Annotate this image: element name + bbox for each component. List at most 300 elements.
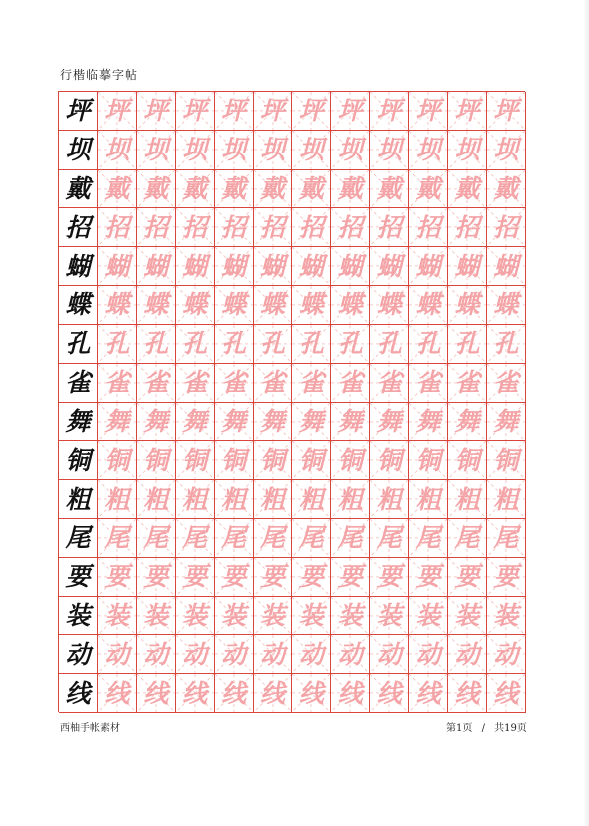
trace-character-cell [370,325,409,364]
trace-character-cell [254,441,293,480]
trace-character-cell [370,247,409,286]
trace-character-cell [292,558,331,597]
trace-character: 舞 [493,406,519,436]
trace-character: 坪 [143,96,169,126]
trace-character-cell [448,558,487,597]
model-character: 线 [65,678,91,708]
trace-character-cell [487,247,526,286]
trace-character-cell [448,364,487,403]
trace-character-cell [254,131,293,170]
trace-character-cell [409,170,448,209]
trace-character-cell [331,364,370,403]
trace-character: 蝶 [221,290,247,320]
footer-separator: / [481,723,485,734]
trace-character-cell [98,170,137,209]
trace-character: 蝶 [415,290,441,320]
trace-character: 舞 [376,406,402,436]
model-character: 舞 [65,406,91,436]
trace-character: 孔 [454,329,480,359]
trace-character-cell [254,364,293,403]
trace-character-cell [98,480,137,519]
trace-character-cell [98,519,137,558]
trace-character-cell [98,325,137,364]
trace-character: 坝 [221,135,247,165]
trace-character-cell [292,480,331,519]
trace-character-cell [137,403,176,442]
trace-character: 雀 [493,368,519,398]
model-character: 装 [65,600,91,630]
trace-character-cell [487,208,526,247]
trace-character: 坝 [415,135,441,165]
trace-character: 尾 [337,523,363,553]
trace-character: 蝶 [454,290,480,320]
trace-character-cell [176,286,215,325]
trace-character-cell [370,519,409,558]
trace-character-cell [215,247,254,286]
trace-character-cell [448,635,487,674]
trace-character: 招 [493,212,519,242]
trace-character-cell [98,558,137,597]
trace-character-cell [215,597,254,636]
trace-character: 坪 [493,96,519,126]
trace-character: 尾 [259,523,285,553]
trace-character: 戴 [376,174,402,204]
trace-character-cell [370,286,409,325]
trace-character-cell [409,519,448,558]
trace-character: 蝴 [376,251,402,281]
trace-character: 舞 [104,406,130,436]
trace-character-cell [176,170,215,209]
trace-character: 动 [298,639,324,669]
trace-character-cell [409,325,448,364]
trace-character: 蝶 [376,290,402,320]
trace-character-cell [98,208,137,247]
trace-character: 坝 [259,135,285,165]
trace-character-cell [448,131,487,170]
trace-character: 要 [376,562,402,592]
trace-character: 孔 [376,329,402,359]
trace-character-cell [98,674,137,713]
model-character: 铜 [65,445,91,475]
trace-character-cell [215,674,254,713]
trace-character-cell [409,131,448,170]
trace-character-cell [409,247,448,286]
trace-character-cell [176,597,215,636]
trace-character: 戴 [104,174,130,204]
trace-character: 雀 [415,368,441,398]
trace-character-cell [331,635,370,674]
model-character: 戴 [65,174,91,204]
trace-character: 雀 [298,368,324,398]
trace-character: 孔 [493,329,519,359]
trace-character-cell [487,519,526,558]
model-character: 动 [65,639,91,669]
trace-character: 蝴 [221,251,247,281]
model-character-cell [59,131,98,170]
trace-character: 蝴 [259,251,285,281]
trace-character-cell [487,403,526,442]
trace-character: 动 [493,639,519,669]
trace-character-cell [370,635,409,674]
trace-character: 舞 [337,406,363,436]
trace-character-cell [137,286,176,325]
trace-character-cell [176,674,215,713]
trace-character: 戴 [415,174,441,204]
trace-character: 铜 [298,445,324,475]
trace-character-cell [137,519,176,558]
trace-character: 雀 [454,368,480,398]
trace-character: 粗 [104,484,130,514]
trace-character: 线 [337,678,363,708]
trace-character: 招 [143,212,169,242]
trace-character-cell [292,286,331,325]
trace-character-cell [292,635,331,674]
model-character-cell [59,674,98,713]
trace-character-cell [215,403,254,442]
model-character-cell [59,480,98,519]
trace-character-cell [254,674,293,713]
trace-character: 孔 [298,329,324,359]
trace-character-cell [215,170,254,209]
model-character-cell [59,92,98,131]
model-character-cell [59,247,98,286]
trace-character-cell [215,131,254,170]
trace-character: 线 [104,678,130,708]
trace-character: 坝 [376,135,402,165]
model-character: 尾 [65,523,91,553]
trace-character-cell [331,674,370,713]
trace-character: 要 [182,562,208,592]
trace-character-cell [448,674,487,713]
trace-character: 蝴 [337,251,363,281]
trace-character: 蝴 [143,251,169,281]
trace-character-cell [331,480,370,519]
trace-character: 动 [182,639,208,669]
trace-character-cell [98,635,137,674]
trace-character: 雀 [182,368,208,398]
trace-character: 尾 [104,523,130,553]
trace-character: 坪 [337,96,363,126]
trace-character-cell [215,325,254,364]
trace-character: 雀 [376,368,402,398]
trace-character-cell [448,597,487,636]
trace-character: 坝 [454,135,480,165]
trace-character: 尾 [143,523,169,553]
trace-character-cell [176,92,215,131]
trace-character-cell [176,247,215,286]
model-character: 雀 [65,368,91,398]
model-character-cell [59,286,98,325]
footer-page-number: 第1页 [446,723,473,734]
trace-character-cell [370,208,409,247]
trace-character-cell [176,208,215,247]
trace-character: 动 [143,639,169,669]
trace-character: 装 [298,600,324,630]
trace-character: 装 [337,600,363,630]
trace-character: 粗 [454,484,480,514]
trace-character-cell [137,441,176,480]
trace-character: 线 [182,678,208,708]
trace-character: 动 [104,639,130,669]
trace-character-cell [331,170,370,209]
trace-character: 孔 [221,329,247,359]
model-character-cell [59,441,98,480]
trace-character-cell [331,558,370,597]
trace-character: 铜 [454,445,480,475]
trace-character: 线 [415,678,441,708]
trace-character-cell [331,92,370,131]
trace-character: 孔 [415,329,441,359]
trace-character: 动 [221,639,247,669]
trace-character: 坝 [104,135,130,165]
trace-character-cell [331,286,370,325]
trace-character: 蝶 [337,290,363,320]
trace-character-cell [487,597,526,636]
trace-character: 舞 [454,406,480,436]
trace-character-cell [137,364,176,403]
trace-character-cell [370,558,409,597]
model-character-cell [59,208,98,247]
trace-character: 铜 [376,445,402,475]
trace-character: 雀 [104,368,130,398]
trace-character-cell [254,519,293,558]
trace-character-cell [487,364,526,403]
trace-character-cell [331,247,370,286]
trace-character: 戴 [493,174,519,204]
model-character: 蝶 [65,290,91,320]
trace-character: 线 [454,678,480,708]
trace-character: 坪 [221,96,247,126]
trace-character: 雀 [143,368,169,398]
page-edge-shadow [583,0,589,826]
page-title: 行楷临摹字帖 [60,68,139,82]
trace-character-cell [98,131,137,170]
model-character-cell [59,558,98,597]
trace-character-cell [254,92,293,131]
trace-character-cell [254,403,293,442]
trace-character: 装 [221,600,247,630]
trace-character-cell [215,208,254,247]
trace-character: 要 [454,562,480,592]
trace-character-cell [331,597,370,636]
trace-character-cell [409,597,448,636]
trace-character-cell [98,403,137,442]
trace-character: 尾 [454,523,480,553]
trace-character: 动 [454,639,480,669]
trace-character: 戴 [221,174,247,204]
trace-character: 要 [259,562,285,592]
trace-character: 坪 [298,96,324,126]
trace-character-cell [254,597,293,636]
trace-character: 装 [259,600,285,630]
trace-character-cell [448,208,487,247]
trace-character: 动 [376,639,402,669]
trace-character: 孔 [143,329,169,359]
trace-character-cell [409,674,448,713]
trace-character: 舞 [182,406,208,436]
trace-character: 蝴 [415,251,441,281]
trace-character-cell [137,92,176,131]
trace-character: 装 [104,600,130,630]
trace-character-cell [98,364,137,403]
trace-character-cell [137,208,176,247]
trace-character: 戴 [143,174,169,204]
trace-character: 铜 [104,445,130,475]
trace-character: 要 [143,562,169,592]
trace-character-cell [448,92,487,131]
trace-character: 蝶 [104,290,130,320]
trace-character: 戴 [259,174,285,204]
trace-character: 尾 [415,523,441,553]
model-character-cell [59,364,98,403]
trace-character-cell [137,635,176,674]
trace-character: 线 [259,678,285,708]
trace-character: 粗 [493,484,519,514]
trace-character: 舞 [143,406,169,436]
trace-character: 孔 [259,329,285,359]
trace-character: 铜 [221,445,247,475]
model-character-cell [59,597,98,636]
trace-character: 要 [493,562,519,592]
trace-character: 蝶 [259,290,285,320]
trace-character: 雀 [259,368,285,398]
trace-character-cell [292,131,331,170]
trace-character-cell [254,480,293,519]
trace-character-cell [215,286,254,325]
trace-character: 招 [454,212,480,242]
trace-character: 尾 [298,523,324,553]
trace-character-cell [487,131,526,170]
trace-character-cell [409,208,448,247]
trace-character-cell [137,480,176,519]
trace-character-cell [487,92,526,131]
trace-character-cell [292,170,331,209]
trace-character-cell [215,558,254,597]
trace-character: 招 [376,212,402,242]
trace-character-cell [331,325,370,364]
trace-character-cell [448,170,487,209]
trace-character: 装 [182,600,208,630]
trace-character-cell [409,364,448,403]
trace-character-cell [409,635,448,674]
trace-character: 雀 [337,368,363,398]
trace-character: 要 [104,562,130,592]
trace-character-cell [98,441,137,480]
trace-character-cell [487,286,526,325]
trace-character-cell [215,480,254,519]
trace-character: 孔 [104,329,130,359]
trace-character: 坪 [454,96,480,126]
trace-character: 舞 [259,406,285,436]
trace-character-cell [487,170,526,209]
trace-character-cell [370,674,409,713]
trace-character-cell [215,519,254,558]
trace-character: 铜 [415,445,441,475]
trace-character: 尾 [221,523,247,553]
trace-character-cell [176,403,215,442]
trace-character: 蝴 [493,251,519,281]
model-character-cell [59,519,98,558]
trace-character: 坝 [337,135,363,165]
trace-character-cell [487,325,526,364]
trace-character: 舞 [221,406,247,436]
trace-character-cell [292,92,331,131]
trace-character: 孔 [337,329,363,359]
trace-character: 蝴 [182,251,208,281]
model-character-cell [59,635,98,674]
trace-character: 粗 [143,484,169,514]
trace-character-cell [409,558,448,597]
trace-character: 坝 [143,135,169,165]
trace-character-cell [215,92,254,131]
footer-page-total: 共19页 [494,723,527,734]
trace-character: 线 [221,678,247,708]
trace-character: 招 [337,212,363,242]
trace-character-cell [331,208,370,247]
trace-character: 蝶 [298,290,324,320]
trace-character: 孔 [182,329,208,359]
trace-character: 蝴 [454,251,480,281]
trace-character: 招 [259,212,285,242]
trace-character: 坪 [415,96,441,126]
trace-character-cell [176,519,215,558]
trace-character: 要 [298,562,324,592]
trace-character-cell [487,674,526,713]
trace-character-cell [98,597,137,636]
trace-character-cell [448,247,487,286]
trace-character: 坪 [104,96,130,126]
trace-character: 线 [376,678,402,708]
trace-character: 舞 [298,406,324,436]
trace-character: 要 [337,562,363,592]
trace-character-cell [176,131,215,170]
trace-character-cell [448,325,487,364]
model-character-cell [59,170,98,209]
trace-character: 线 [493,678,519,708]
trace-character-cell [137,170,176,209]
trace-character-cell [176,364,215,403]
trace-character: 蝶 [493,290,519,320]
trace-character-cell [176,325,215,364]
trace-character-cell [176,441,215,480]
trace-character: 招 [415,212,441,242]
trace-character-cell [409,92,448,131]
model-character-cell [59,403,98,442]
trace-character-cell [254,208,293,247]
trace-character: 动 [259,639,285,669]
trace-character: 线 [298,678,324,708]
trace-character: 粗 [259,484,285,514]
trace-character-cell [409,480,448,519]
trace-character: 要 [221,562,247,592]
trace-character-cell [331,441,370,480]
trace-character-cell [370,92,409,131]
trace-character: 装 [376,600,402,630]
trace-character: 粗 [337,484,363,514]
trace-character-cell [137,247,176,286]
trace-character: 尾 [182,523,208,553]
trace-character-cell [292,674,331,713]
trace-character: 要 [415,562,441,592]
trace-character: 动 [337,639,363,669]
trace-character-cell [254,558,293,597]
trace-character-cell [292,597,331,636]
trace-character-cell [292,247,331,286]
trace-character: 粗 [415,484,441,514]
trace-character: 舞 [415,406,441,436]
trace-character: 招 [104,212,130,242]
trace-character-cell [448,519,487,558]
